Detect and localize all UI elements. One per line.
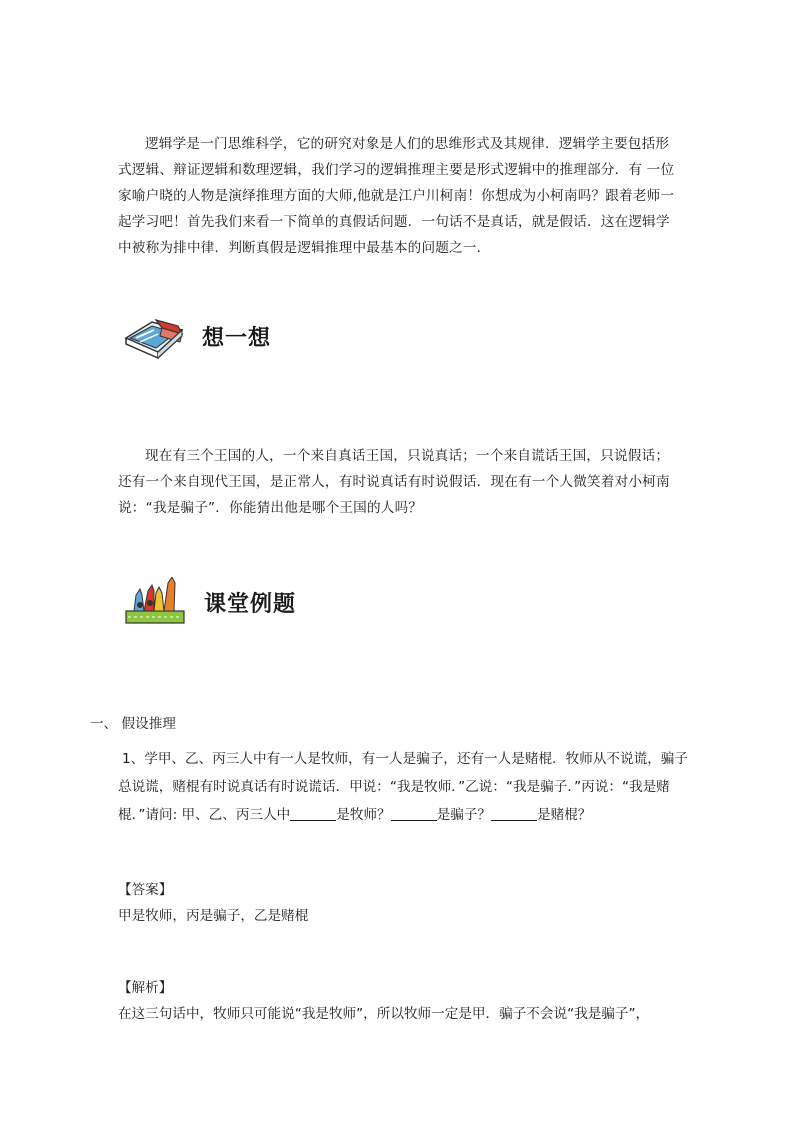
answer-blank[interactable] [391, 805, 437, 821]
answer-text: 甲是牧师，丙是骗子，乙是赌棍 [118, 908, 309, 924]
question-text: 1、学甲、乙、丙三人中有一人是牧师，有一人是骗子，还有一人是赌棍．牧师从不说谎，骗子总说谎，赌棍有时说真话有时说谎话．甲说：“我是牧师．”乙说：“我是骗子．”丙说：“我是赌棍．”请问: 甲、乙、丙三人中 [118, 751, 688, 823]
section-title-think: 想一想 [202, 325, 272, 351]
question-1 [118, 745, 688, 829]
think-paragraph: 现在有三个王国的人，一个来自真话王国，只说真话；一个来自谎话王国，只说假话；还有一个来自现代王国，是正常人，有时说真话有时说假话．现在有一个人微笑着对小柯南说：“我是骗子”．你能猜出他是哪个王国的人吗？ [118, 448, 670, 516]
question-text: 是骗子？ [436, 807, 492, 823]
open-book-icon [122, 312, 186, 360]
answer-blank[interactable] [491, 805, 537, 821]
pencils-icon [122, 577, 188, 627]
section-header-think [122, 312, 271, 360]
question-text: 是赌棍？ [537, 807, 592, 823]
answer-label: 【答案】 [118, 882, 173, 898]
question-text: 是牧师？ [336, 807, 391, 823]
part-heading: 一、 假设推理 [90, 716, 176, 732]
answer-blank[interactable] [290, 805, 336, 821]
section-title-examples: 课堂例题 [204, 591, 297, 617]
intro-paragraph: 逻辑学是一门思维科学，它的研究对象是人们的思维形式及其规律．逻辑学主要包括形式逻辑、辩证逻辑和数理逻辑，我们学习的逻辑推理主要是形式逻辑中的推理部分．有 一位家喻户晓的人物是演绎推理方面的大师,他就是江户川柯南！你想成为小柯南吗？跟着老师一起学习吧！首先我们来看一下简单的真假话问题．一句话不是真话，就是假话．这在逻辑学中被称为排中律．判断真假是逻辑推理中最基本的问题之一． [118, 136, 675, 256]
analysis-label: 【解析】 [118, 980, 173, 996]
section-header-examples [122, 577, 296, 627]
analysis-text: 在这三句话中，牧师只可能说“我是牧师”，所以牧师一定是甲．骗子不会说“我是骗子”， [118, 1006, 650, 1022]
